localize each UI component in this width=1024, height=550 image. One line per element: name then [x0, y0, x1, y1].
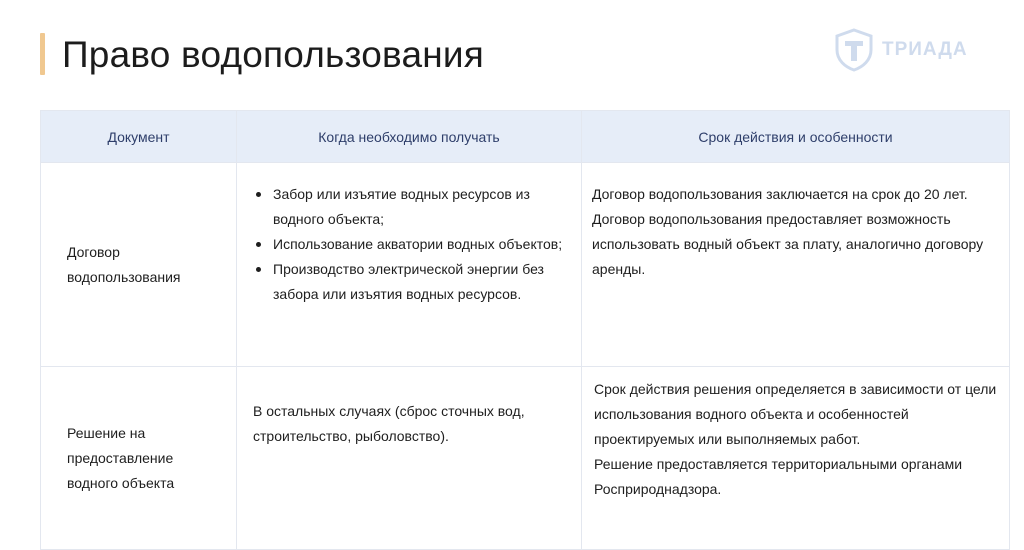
list-item: Забор или изъятие водных ресурсов из водного объекта;	[253, 182, 571, 232]
header-document: Документ	[41, 111, 237, 163]
terms-paragraph: Договор водопользования предоставляет возможность использовать водный объект за плату, аналогично договору аренды.	[592, 211, 984, 277]
company-logo	[834, 28, 968, 72]
list-item: Использование акватории водных объектов;	[253, 232, 571, 257]
document-cell: Договор водопользования	[41, 163, 237, 367]
water-use-table	[40, 110, 1010, 550]
terms-cell	[582, 163, 1010, 367]
logo-text: ТРИАДА	[882, 39, 968, 60]
header-when-needed: Когда необходимо получать	[237, 111, 582, 163]
terms-paragraph: Договор водопользования заключается на срок до 20 лет.	[592, 186, 968, 202]
header-terms: Срок действия и особенности	[582, 111, 1010, 163]
document-cell: Решение на предоставление водного объекта	[41, 367, 237, 550]
when-needed-cell	[237, 163, 582, 367]
list-item: Производство электрической энергии без забора или изъятия водных ресурсов.	[253, 257, 571, 307]
title-accent-bar	[40, 33, 45, 75]
table-row	[41, 367, 1010, 550]
shield-t-icon	[834, 28, 874, 72]
terms-cell	[582, 367, 1010, 550]
terms-paragraph: Решение предоставляется территориальными органами Росприроднадзора.	[594, 456, 963, 497]
page-title: Право водопользования	[62, 34, 484, 75]
table-row	[41, 163, 1010, 367]
terms-paragraph: Срок действия решения определяется в зависимости от цели использования водного объекта и особенностей проектируемых или выполняемых работ.	[594, 381, 997, 447]
when-needed-cell: В остальных случаях (сброс сточных вод, строительство, рыболовство).	[237, 367, 582, 550]
when-needed-list	[253, 182, 571, 307]
table-header-row	[41, 111, 1010, 163]
